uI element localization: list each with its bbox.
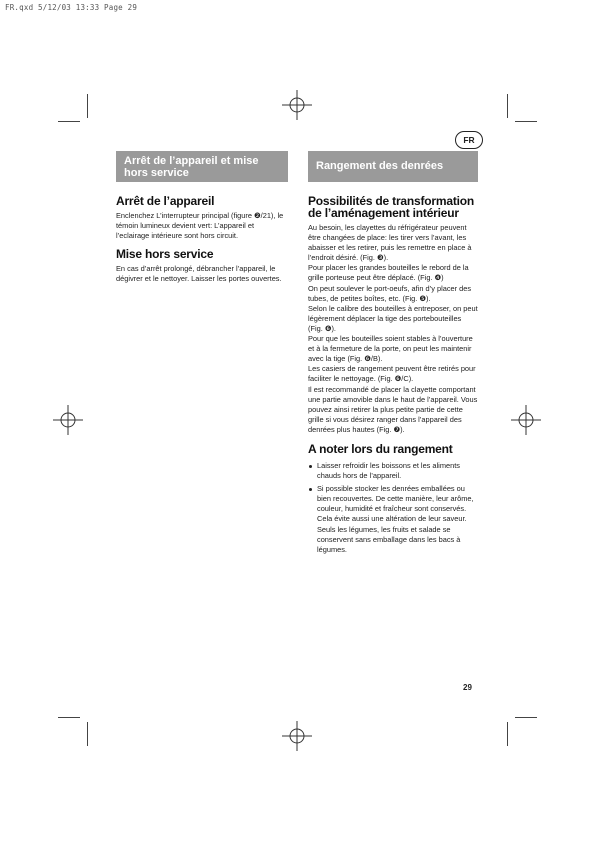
bullet-list [308,461,478,555]
crop-mark [58,717,80,718]
page-number: 29 [463,683,472,692]
crop-mark [58,121,80,122]
registration-target-icon [511,405,541,435]
crop-mark [515,121,537,122]
paragraph: Les casiers de rangement peuvent être retirés pour faciliter le nettoyage. (Fig. ❻/C). [308,364,476,384]
paragraph: On peut soulever le port-oeufs, afin d’y placer des tubes, de petites boîtes, etc. (Fig. ❺). [308,283,472,303]
registration-target-icon [282,721,312,751]
file-slug: FR.qxd 5/12/03 13:33 Page 29 [5,3,138,12]
left-column [116,195,286,284]
section-banner-left: Arrêt de l’appareil et mise hors service [116,151,288,182]
list-item: Laisser refroidir les boissons et les aliments chauds hors de l’appareil. [308,461,478,481]
paragraph: Pour que les bouteilles soient stables à l’ouverture et à la fermeture de la porte, on peut les maintenir avec la tige (Fig. ❻/B). [308,334,473,364]
registration-target-icon [282,90,312,120]
paragraph: Au besoin, les clayettes du réfrigérateur peuvent être changées de place: les tirer vers l’avant, les abaisser et les retirer, puis les remettre en place à l’endroit désiré. (Fig. ❸). [308,223,472,263]
paragraph-group [308,223,478,435]
crop-mark [87,94,88,118]
crop-mark [515,717,537,718]
heading-a-noter-rangement: A noter lors du rangement [308,441,453,456]
paragraph-arret-appareil: Enclenchez L’interrupteur principal (figure ❷/21), le témoin lumineux devient vert: L’appareil et l’eclairage intérieure sont hors circuit. [116,211,284,241]
paragraph: Selon le calibre des bouteilles à entreposer, on peut légèrement déplacer la tige des portebouteilles (Fig. ❻). [308,303,478,333]
paragraph-mise-hors-service: En cas d’arrêt prolongé, débrancher l’appareil, le dégivrer et le nettoyer. Laisser les portes ouvertes. [116,264,282,284]
paragraph: Il est recommandé de placer la clayette comportant une partie amovible dans le haut de l’appareil. Vous pouvez ainsi retirer la plus petite partie de cette grille si vous désirez ranger dans l’appareil des denrées plus hautes (Fig. ❼). [308,384,478,434]
right-column [308,195,478,558]
registration-target-icon [53,405,83,435]
list-item: Si possible stocker les denrées emballées ou bien recouvertes. De cette manière, leur arôme, couleur, humidité et fraîcheur sont conservés. Cela évite aussi une altération de leur saveur. Seuls les légumes, les fruits et salade se conservent sans emballage dans les bacs à légumes. [308,484,478,555]
heading-mise-hors-service: Mise hors service [116,247,214,262]
heading-possibilites-transformation: Possibilités de transformation de l’aménagement intérieur [308,194,475,220]
crop-mark [87,722,88,746]
heading-arret-appareil: Arrêt de l’appareil [116,194,215,208]
section-banner-right: Rangement des denrées [308,151,478,182]
crop-mark [507,722,508,746]
paragraph: Pour placer les grandes bouteilles le rebord de la grille porteuse peut être déplacé. (Fig. ❹) [308,263,469,283]
language-badge: FR [455,131,483,149]
crop-mark [507,94,508,118]
